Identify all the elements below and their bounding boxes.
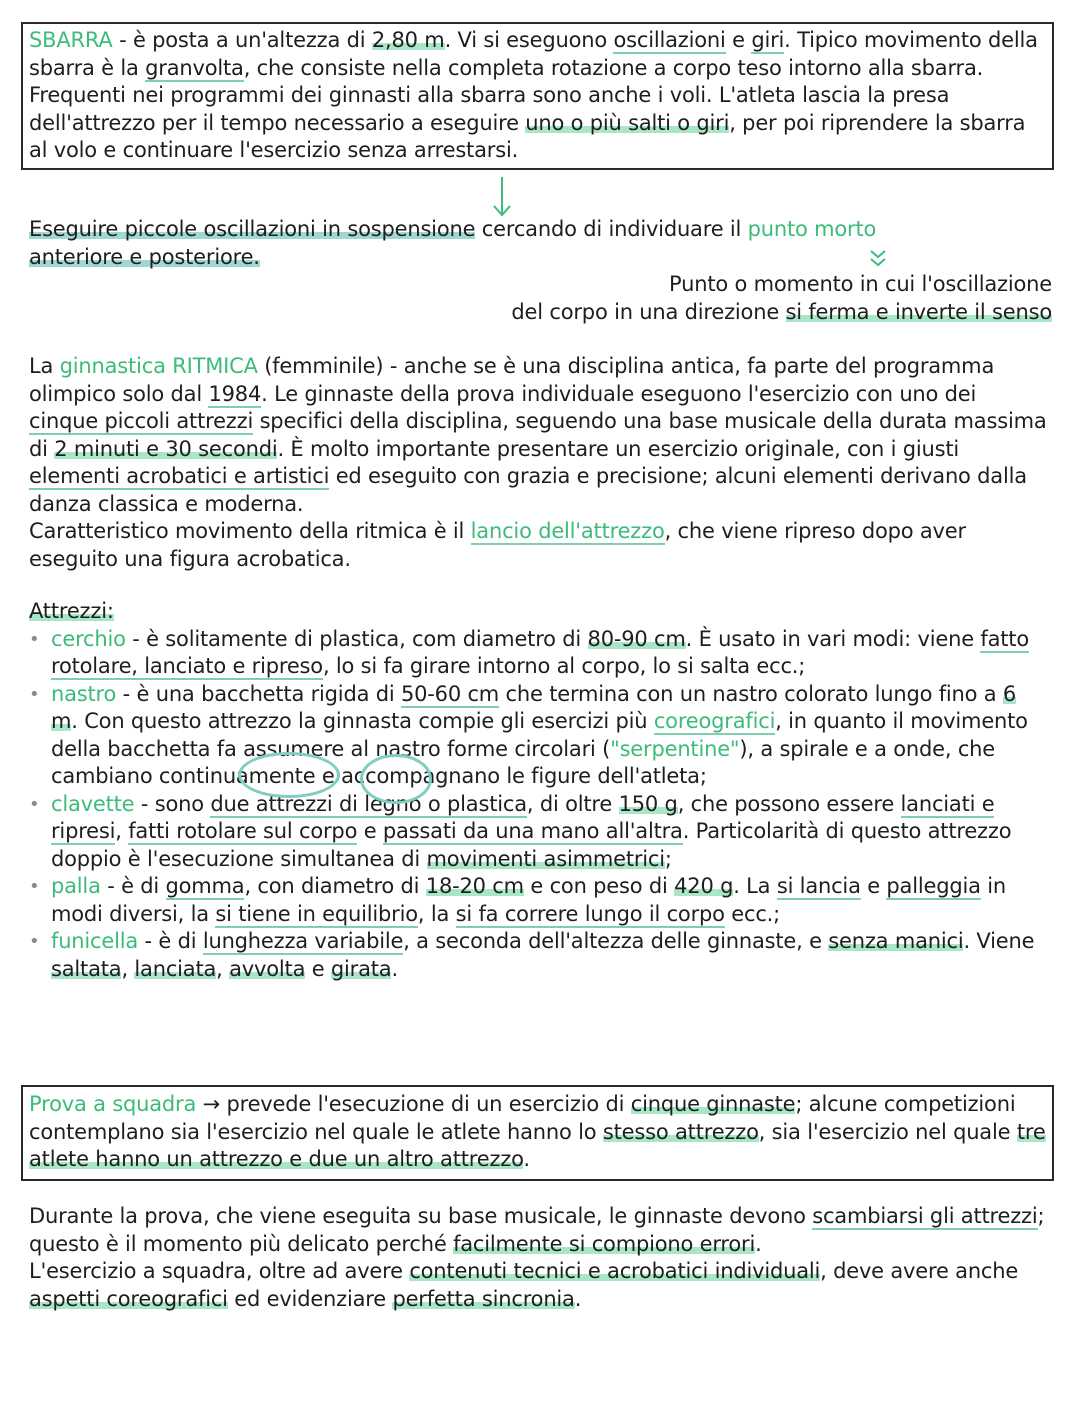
list-item-cerchio: • cerchio - è solitamente di plastica, com diametro di 80-90 cm. È usato in vari modi: viene fatto rotolare, lanciato e ripreso, lo si fa girare intorno al corpo, lo si salta ecc.; xyxy=(29,626,1049,681)
circle-annotation-spirale xyxy=(238,752,340,798)
attrezzi-section xyxy=(29,598,1049,983)
double-chevron-down-icon xyxy=(866,247,890,271)
attrezzi-list xyxy=(29,626,1049,984)
squadra-paragraph: Prova a squadra → prevede l'esecuzione di un esercizio di cinque ginnaste; alcune competizioni contemplano sia l'esercizio nel quale le atlete hanno lo stesso attrezzo, sia l'esercizio nel quale tre atlete hanno un attrezzo e due un altro attrezzo. xyxy=(29,1092,1046,1171)
ritmica-paragraph: La ginnastica RITMICA (femminile) - anche se è una disciplina antica, fa parte del programma olimpico solo dal 1984. Le ginnaste della prova individuale eseguono l'esercizio con uno dei cinque piccoli attrezzi specifici della disciplina, seguendo una base musicale della durata massima di 2 minuti e 30 secondi. È molto importante presentare un esercizio originale, con i giusti elementi acrobatici e artistici ed eseguito con grazia e precisione; alcuni elementi derivano dalla danza classica e moderna. Caratteristico movimento della ritmica è il lancio dell'attrezzo, che viene ripreso dopo aver eseguito una figura acrobatica. xyxy=(29,354,1047,571)
punto-morto-definition: Punto o momento in cui l'oscillazione del corpo in una direzione si ferma e inverte il senso xyxy=(511,272,1052,324)
attrezzi-title: Attrezzi: xyxy=(29,599,114,623)
list-item-nastro: • nastro - è una bacchetta rigida di 50-60 cm che termina con un nastro colorato lungo fino a 6 m. Con questo attrezzo la ginnasta compie gli esercizi più coreografici, in quanto il movimento della bacchetta fa assumere al nastro forme circolari ("serpentine"), a spirale e a onde, che cambiano continuamente e accompagnano le figure dell'atleta; xyxy=(29,681,1049,791)
list-item-clavette: • clavette - sono due attrezzi di legno o plastica, di oltre 150 g, che possono essere lanciati e ripresi, fatti rotolare sul corpo e passati da una mano all'altra. Particolarità di questo attrezzo doppio è l'esecuzione simultanea di movimenti asimmetrici; xyxy=(29,791,1049,874)
sbarra-term: SBARRA xyxy=(29,28,113,52)
circle-annotation-onde xyxy=(360,754,432,804)
sbarra-paragraph: SBARRA - è posta a un'altezza di 2,80 m. Vi si eseguono oscillazioni e giri. Tipico movimento della sbarra è la granvolta, che consiste nella completa rotazione a corpo teso intorno alla sbarra. Frequenti nei programmi dei ginnasti alla sbarra sono anche i voli. L'atleta lascia la presa dell'attrezzo per il tempo necessario a eseguire uno o più salti o giri, per poi riprendere la sbarra al volo e continuare l'esercizio senza arrestarsi. xyxy=(29,28,1038,162)
list-item-palla: • palla - è di gomma, con diametro di 18-20 cm e con peso di 420 g. La si lancia e palleggia in modi diversi, la si tiene in equilibrio, la si fa correre lungo il corpo ecc.; xyxy=(29,873,1049,928)
punto-morto-term: punto morto xyxy=(747,217,877,241)
ritmica-term: ginnastica RITMICA xyxy=(59,354,258,378)
oscillazioni-paragraph: Eseguire piccole oscillazioni in sospensione cercando di individuare il punto morto anteriore e posteriore. xyxy=(29,217,877,269)
squadra-term: Prova a squadra xyxy=(29,1092,197,1116)
sbarra-height: 2,80 m xyxy=(371,28,445,52)
arrow-down-icon xyxy=(491,176,513,218)
durante-paragraph: Durante la prova, che viene eseguita su base musicale, le ginnaste devono scambiarsi gli attrezzi; questo è il momento più delicato perché facilmente si compiono errori. L'esercizio a squadra, oltre ad avere contenuti tecnici e acrobatici individuali, deve avere anche aspetti coreografici ed evidenziare perfetta sincronia. xyxy=(29,1204,1045,1311)
list-item-funicella: • funicella - è di lunghezza variabile, a seconda dell'altezza delle ginnaste, e senza manici. Viene saltata, lanciata, avvolta e girata. xyxy=(29,928,1049,983)
